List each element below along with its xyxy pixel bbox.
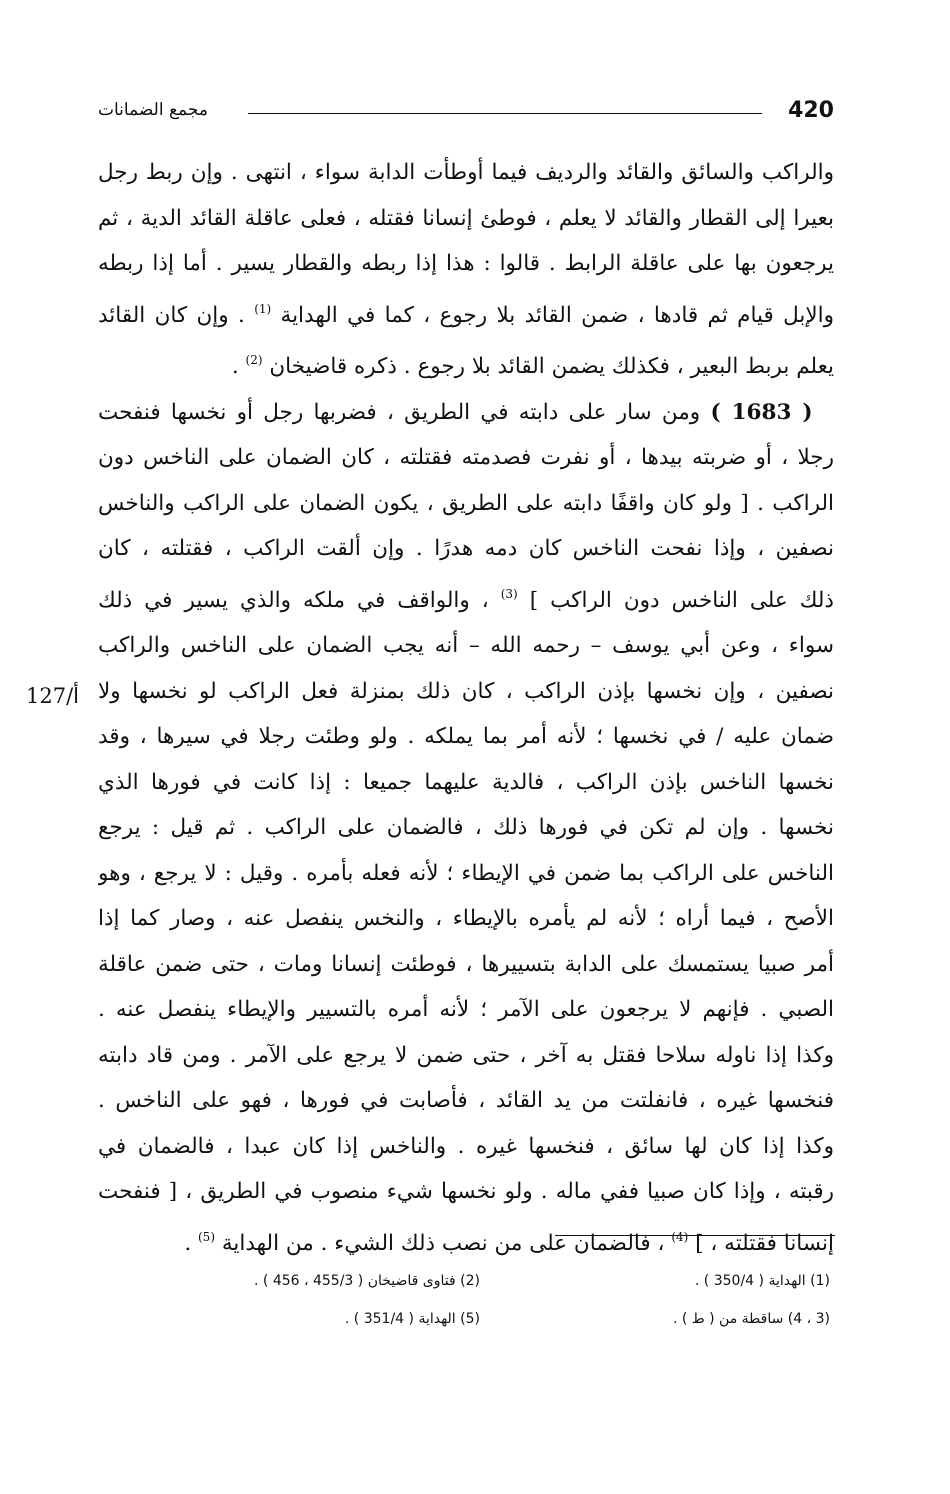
footnote: (1) الهداية ( 350/4 ) . [694,1273,830,1289]
text-line: ضمان عليه / في نخسها ؛ لأنه أمر بما يملكه . ولو وطئت رجلا في سيرها ، وقد [98,724,834,749]
footnote-rule [555,1235,835,1236]
footnote-ref: (3) [500,586,518,601]
text-line [98,338,834,390]
text-line: والراكب والسائق والقائد والرديف فيما أوطأت الدابة سواء ، انتهى . وإن ربط رجل [98,160,834,185]
text-line: رجلا ، أو ضربته بيدها ، أو نفرت فصدمته فقتلته ، كان الضمان على الناخس دون [98,445,834,470]
text-line: نصفين ، وإذا نفحت الناخس كان دمه هدرًا . وإن ألقت الراكب ، فقتلته ، كان [98,536,834,561]
text-segment: . [184,1230,192,1256]
footnote-row [130,1300,830,1338]
paragraph-2 [98,390,834,1267]
page-number: 420 [788,98,834,123]
text-line: الناخس على الراكب بما ضمن في الإيطاء ؛ لأنه فعله بأمره . وقيل : لا يرجع ، وهو [98,860,834,886]
text-line: نصفين ، وإن نخسها بإذن الراكب ، كان ذلك بمنزلة فعل الراكب لو نخسها ولا [98,678,834,704]
text-line: الأصح ، فيما أراه ؛ لأنه لم يأمره بالإيطاء ، والنخس ينفصل عنه ، وصار كما إذا [98,906,834,931]
main-text [98,150,834,1266]
footnote: (3 ، 4) ساقطة من ( ط ) . [672,1311,830,1327]
text-line: الراكب . [ ولو كان واقفًا دابته على الطريق ، يكون الضمان على الراكب والناخس [98,490,834,516]
text-line: الصبي . فإنهم لا يرجعون على الآمر ؛ لأنه أمره بالتسيير والإيطاء ينفصل عنه . [98,997,834,1022]
text-segment: إنسانا فقتلته ، ] [695,1230,834,1256]
text-line [98,1215,834,1267]
text-line: سواء ، وعن أبي يوسف – رحمه الله – أنه يجب الضمان على الناخس والراكب [98,633,834,658]
text-segment: ، فالضمان على من نصب ذلك الشيء . من الهداية [221,1230,665,1256]
text-segment: . [231,354,239,379]
text-segment: ومن سار على دابته في الطريق ، فضربها رجل أو نخسها فنفحت [98,399,701,425]
text-line: يرجعون بها على عاقلة الرابط . قالوا : هذا إذا ربطه والقطار يسير . أما إذا ربطه [98,251,834,276]
footnote: (2) فتاوى قاضيخان ( 455/3 ، 456 ) . [254,1273,480,1289]
text-segment: ذلك على الناخس دون الراكب ] [529,587,834,613]
text-line [98,572,834,624]
text-segment: يعلم بربط البعير ، فكذلك يضمن القائد بلا رجوع . ذكره قاضيخان [269,354,834,379]
footnote-ref: (5) [198,1229,215,1244]
text-line: رقبته ، وإذا كان صبيا ففي ماله . ولو نخسها شيء منصوب في الطريق ، [ فنفحت [98,1179,834,1204]
footnote-ref: (2) [245,353,263,367]
text-segment: . وإن كان القائد [98,302,245,328]
text-line: فنخسها غيره ، فانفلتت من يد القائد ، فأصابت في فورها ، فهو على الناخس . [98,1088,834,1113]
text-line: وكذا إذا ناوله سلاحا فقتل به آخر ، حتى ضمن لا يرجع على الآمر . ومن قاد دابته [98,1042,834,1068]
text-line: بعيرا إلى القطار والقائد لا يعلم ، فوطئ إنسانا فقتله ، فعلى عاقلة القائد الدية ، ثم [98,205,834,231]
text-line: أمر صبيا يستمسك على الدابة بتسييرها ، فوطئت إنسانا ومات ، حتى ضمن عاقلة [98,951,834,977]
paragraph-1 [98,150,834,390]
text-line: وكذا إذا كان لها سائق ، فنخسها غيره . والناخس إذا كان عبدا ، فالضمان في [98,1133,834,1159]
footnotes [130,1262,830,1338]
text-line [98,390,834,436]
footnote: (5) الهداية ( 351/4 ) . [344,1311,480,1327]
text-line: نخسها الناخس بإذن الراكب ، فالدية عليهما جميعا : إذا كانت في فورها الذي [98,769,834,795]
running-title: مجمع الضمانات [98,100,208,120]
text-line: نخسها . وإن لم تكن في فورها ذلك ، فالضمان على الراكب . ثم قيل : يرجع [98,815,834,840]
footnote-ref: (4) [671,1229,689,1244]
text-segment: ، والواقف في ملكه والذي يسير في ذلك [98,587,489,613]
page-header [98,96,834,136]
issue-number: ( 1683 ) [710,399,813,425]
text-line [98,287,834,339]
text-segment: والإبل قيام ثم قادها ، ضمن القائد بلا رجوع ، كما في الهداية [280,302,834,328]
footnote-row [130,1262,830,1300]
manuscript-folio-note: 127/أ [26,684,80,708]
footnote-ref: (1) [254,301,272,316]
header-rule [248,113,762,114]
